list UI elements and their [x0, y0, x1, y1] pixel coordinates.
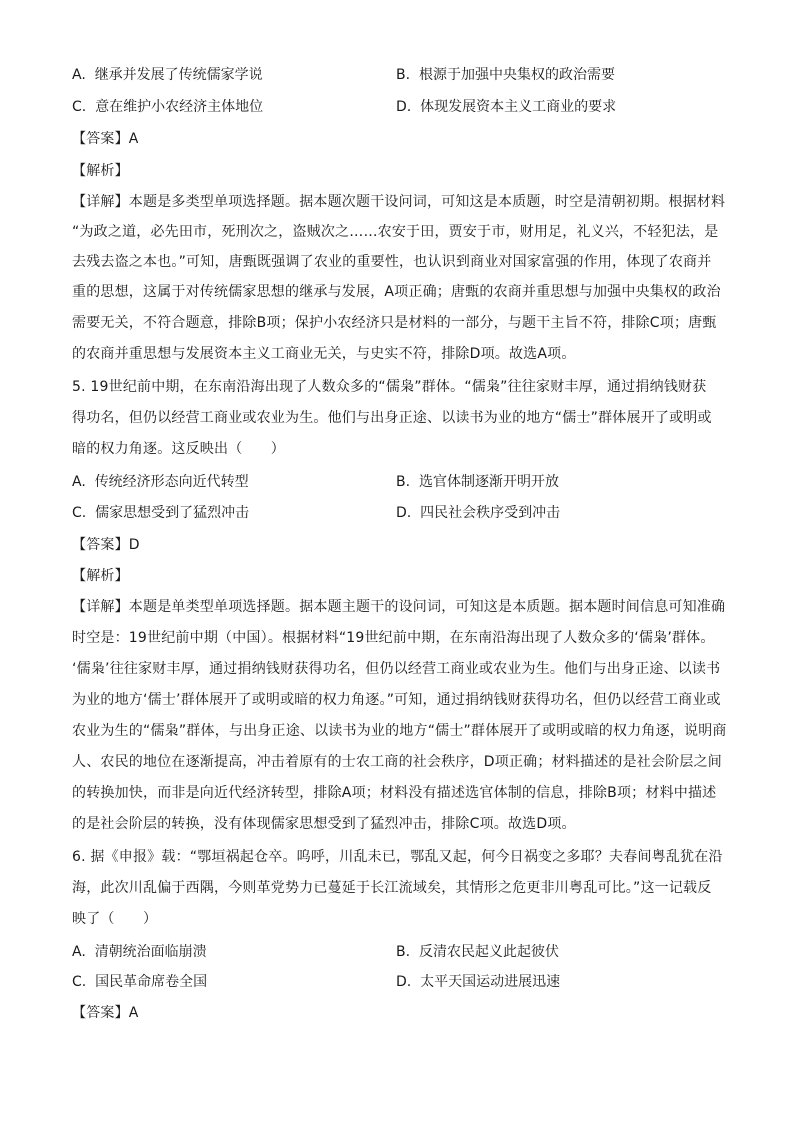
- q4-answer: 【答案】A: [72, 131, 139, 147]
- q5-stem-line: 暗的权力角逐。这反映出（ ）: [72, 441, 285, 457]
- option-letter: A.: [72, 474, 86, 490]
- q4-options-row-1: [72, 65, 722, 85]
- option-text: 四民社会秩序受到冲击: [420, 505, 561, 521]
- q6-stem-line: 海，此次川乱偏于西隅，今则革党势力已蔓延于长江流域矣，其情形之危更非川粤乱可比。”这一记载反: [72, 880, 712, 896]
- q5-detail-line: ‘儒枭’往往家财丰厚，通过捐纳钱财获得功名，但仍以经营工商业或农业为生。他们与出身正途、以读书: [72, 661, 721, 677]
- q4-detail-line: 需要无关，不符合题意，排除B项；保护小农经济只是材料的一部分，与题干主旨不符，排除C项；唐甄: [72, 315, 717, 331]
- q6-answer: 【答案】A: [72, 1005, 139, 1021]
- q5-options-row-2: [72, 503, 722, 523]
- q6-option-c: [72, 972, 207, 992]
- q4-detail-line: 【详解】本题是多类型单项选择题。据本题次题干设问词，可知这是本质题，时空是清朝初期。根据材料: [72, 194, 726, 210]
- q5-detail-line: 的是社会阶层的转换，没有体现儒家思想受到了猛烈冲击，排除C项。故选D项。: [72, 816, 576, 832]
- option-text: 体现发展资本主义工商业的要求: [420, 99, 617, 115]
- option-letter: D.: [396, 99, 412, 115]
- q6-stem-line: 映了（ ）: [72, 911, 158, 927]
- q4-option-b: [396, 65, 615, 85]
- q4-option-a: [72, 65, 263, 85]
- q5-detail-line: 农业为生的“儒枭”群体，与出身正途、以读书为业的地方“儒士”群体展开了或明或暗的权力角逐，说明商: [72, 723, 727, 739]
- option-letter: B.: [396, 474, 411, 490]
- q6-option-b: [396, 942, 559, 962]
- q6-option-d: [396, 972, 560, 992]
- q6-stem-line: 6. 据《申报》载：“鄂垣祸起仓卒。呜呼，川乱未已，鄂乱又起，何今日祸变之多耶？夫春间粤乱犹在沿: [72, 849, 723, 865]
- q4-option-d: [396, 97, 616, 117]
- q5-option-b: [396, 472, 559, 492]
- q4-detail-line: 重的思想，这属于对传统儒家思想的继承与发展，A项正确；唐甄的农商并重思想与加强中央集权的政治: [72, 284, 721, 300]
- q5-option-c: [72, 503, 249, 523]
- option-letter: A.: [72, 67, 86, 83]
- q4-detail-line: “为政之道，必先田市，死刑次之，盗贼次之……农安于田，贾安于市，财用足，礼义兴，不轻犯法，是: [72, 224, 719, 240]
- q5-detail-line: 时空是：19世纪前中期（中国）。根据材料“19世纪前中期，在东南沿海出现了人数众多的‘儒枭’群体。: [72, 630, 715, 646]
- option-letter: D.: [396, 505, 412, 521]
- option-text: 清朝统治面临崩溃: [94, 944, 207, 960]
- option-text: 太平天国运动进展迅速: [420, 974, 561, 990]
- option-text: 意在维护小农经济主体地位: [95, 99, 264, 115]
- option-text: 国民革命席卷全国: [95, 974, 208, 990]
- q6-option-a: [72, 942, 207, 962]
- q4-detail-line: 的农商并重思想与发展资本主义工商业无关，与史实不符，排除D项。故选A项。: [72, 346, 576, 362]
- option-text: 根源于加强中央集权的政治需要: [418, 67, 615, 83]
- option-letter: C.: [72, 505, 87, 521]
- q5-detail-line: 为业的地方‘儒士’群体展开了或明或暗的权力角逐。”可知，通过捐纳钱财获得功名，但仍以经营工商业或: [72, 692, 721, 708]
- q5-option-a: [72, 472, 249, 492]
- q4-option-c: [72, 97, 263, 117]
- q4-analysis-label: 【解析】: [72, 163, 129, 179]
- option-letter: A.: [72, 944, 86, 960]
- option-letter: B.: [396, 944, 411, 960]
- option-text: 反清农民起义此起彼伏: [418, 944, 559, 960]
- q5-options-row-1: [72, 472, 722, 492]
- option-text: 继承并发展了传统儒家学说: [94, 67, 263, 83]
- option-letter: C.: [72, 99, 87, 115]
- option-letter: D.: [396, 974, 412, 990]
- q6-options-row-1: [72, 942, 722, 962]
- option-text: 传统经济形态向近代转型: [94, 474, 249, 490]
- q5-detail-line: 的转换加快，而非是向近代经济转型，排除A项；材料没有描述选官体制的信息，排除B项；材料中描述: [72, 785, 717, 801]
- q5-stem-line: 得功名，但仍以经营工商业或农业为生。他们与出身正途、以读书为业的地方“儒士”群体展开了或明或: [72, 410, 712, 426]
- q5-detail-line: 人、农民的地位在逐渐提高，冲击着原有的士农工商的社会秩序，D项正确；材料描述的是社会阶层之间: [72, 754, 722, 770]
- q4-options-row-2: [72, 97, 722, 117]
- option-letter: B.: [396, 67, 411, 83]
- q6-options-row-2: [72, 972, 722, 992]
- option-text: 选官体制逐渐开明开放: [418, 474, 559, 490]
- option-text: 儒家思想受到了猛烈冲击: [95, 505, 250, 521]
- q5-option-d: [396, 503, 560, 523]
- q5-detail-line: 【详解】本题是单类型单项选择题。据本题主题干的设问词，可知这是本质题。据本题时间信息可知准确: [72, 599, 726, 615]
- option-letter: C.: [72, 974, 87, 990]
- q5-analysis-label: 【解析】: [72, 568, 129, 584]
- q4-detail-line: 去残去盗之本也。”可知，唐甄既强调了农业的重要性，也认识到商业对国家富强的作用，体现了农商并: [72, 254, 712, 270]
- q5-answer: 【答案】D: [72, 537, 140, 553]
- q5-stem-line: 5. 19世纪前中期，在东南沿海出现了人数众多的“儒枭”群体。“儒枭”往往家财丰厚，通过捐纳钱财获: [72, 379, 707, 395]
